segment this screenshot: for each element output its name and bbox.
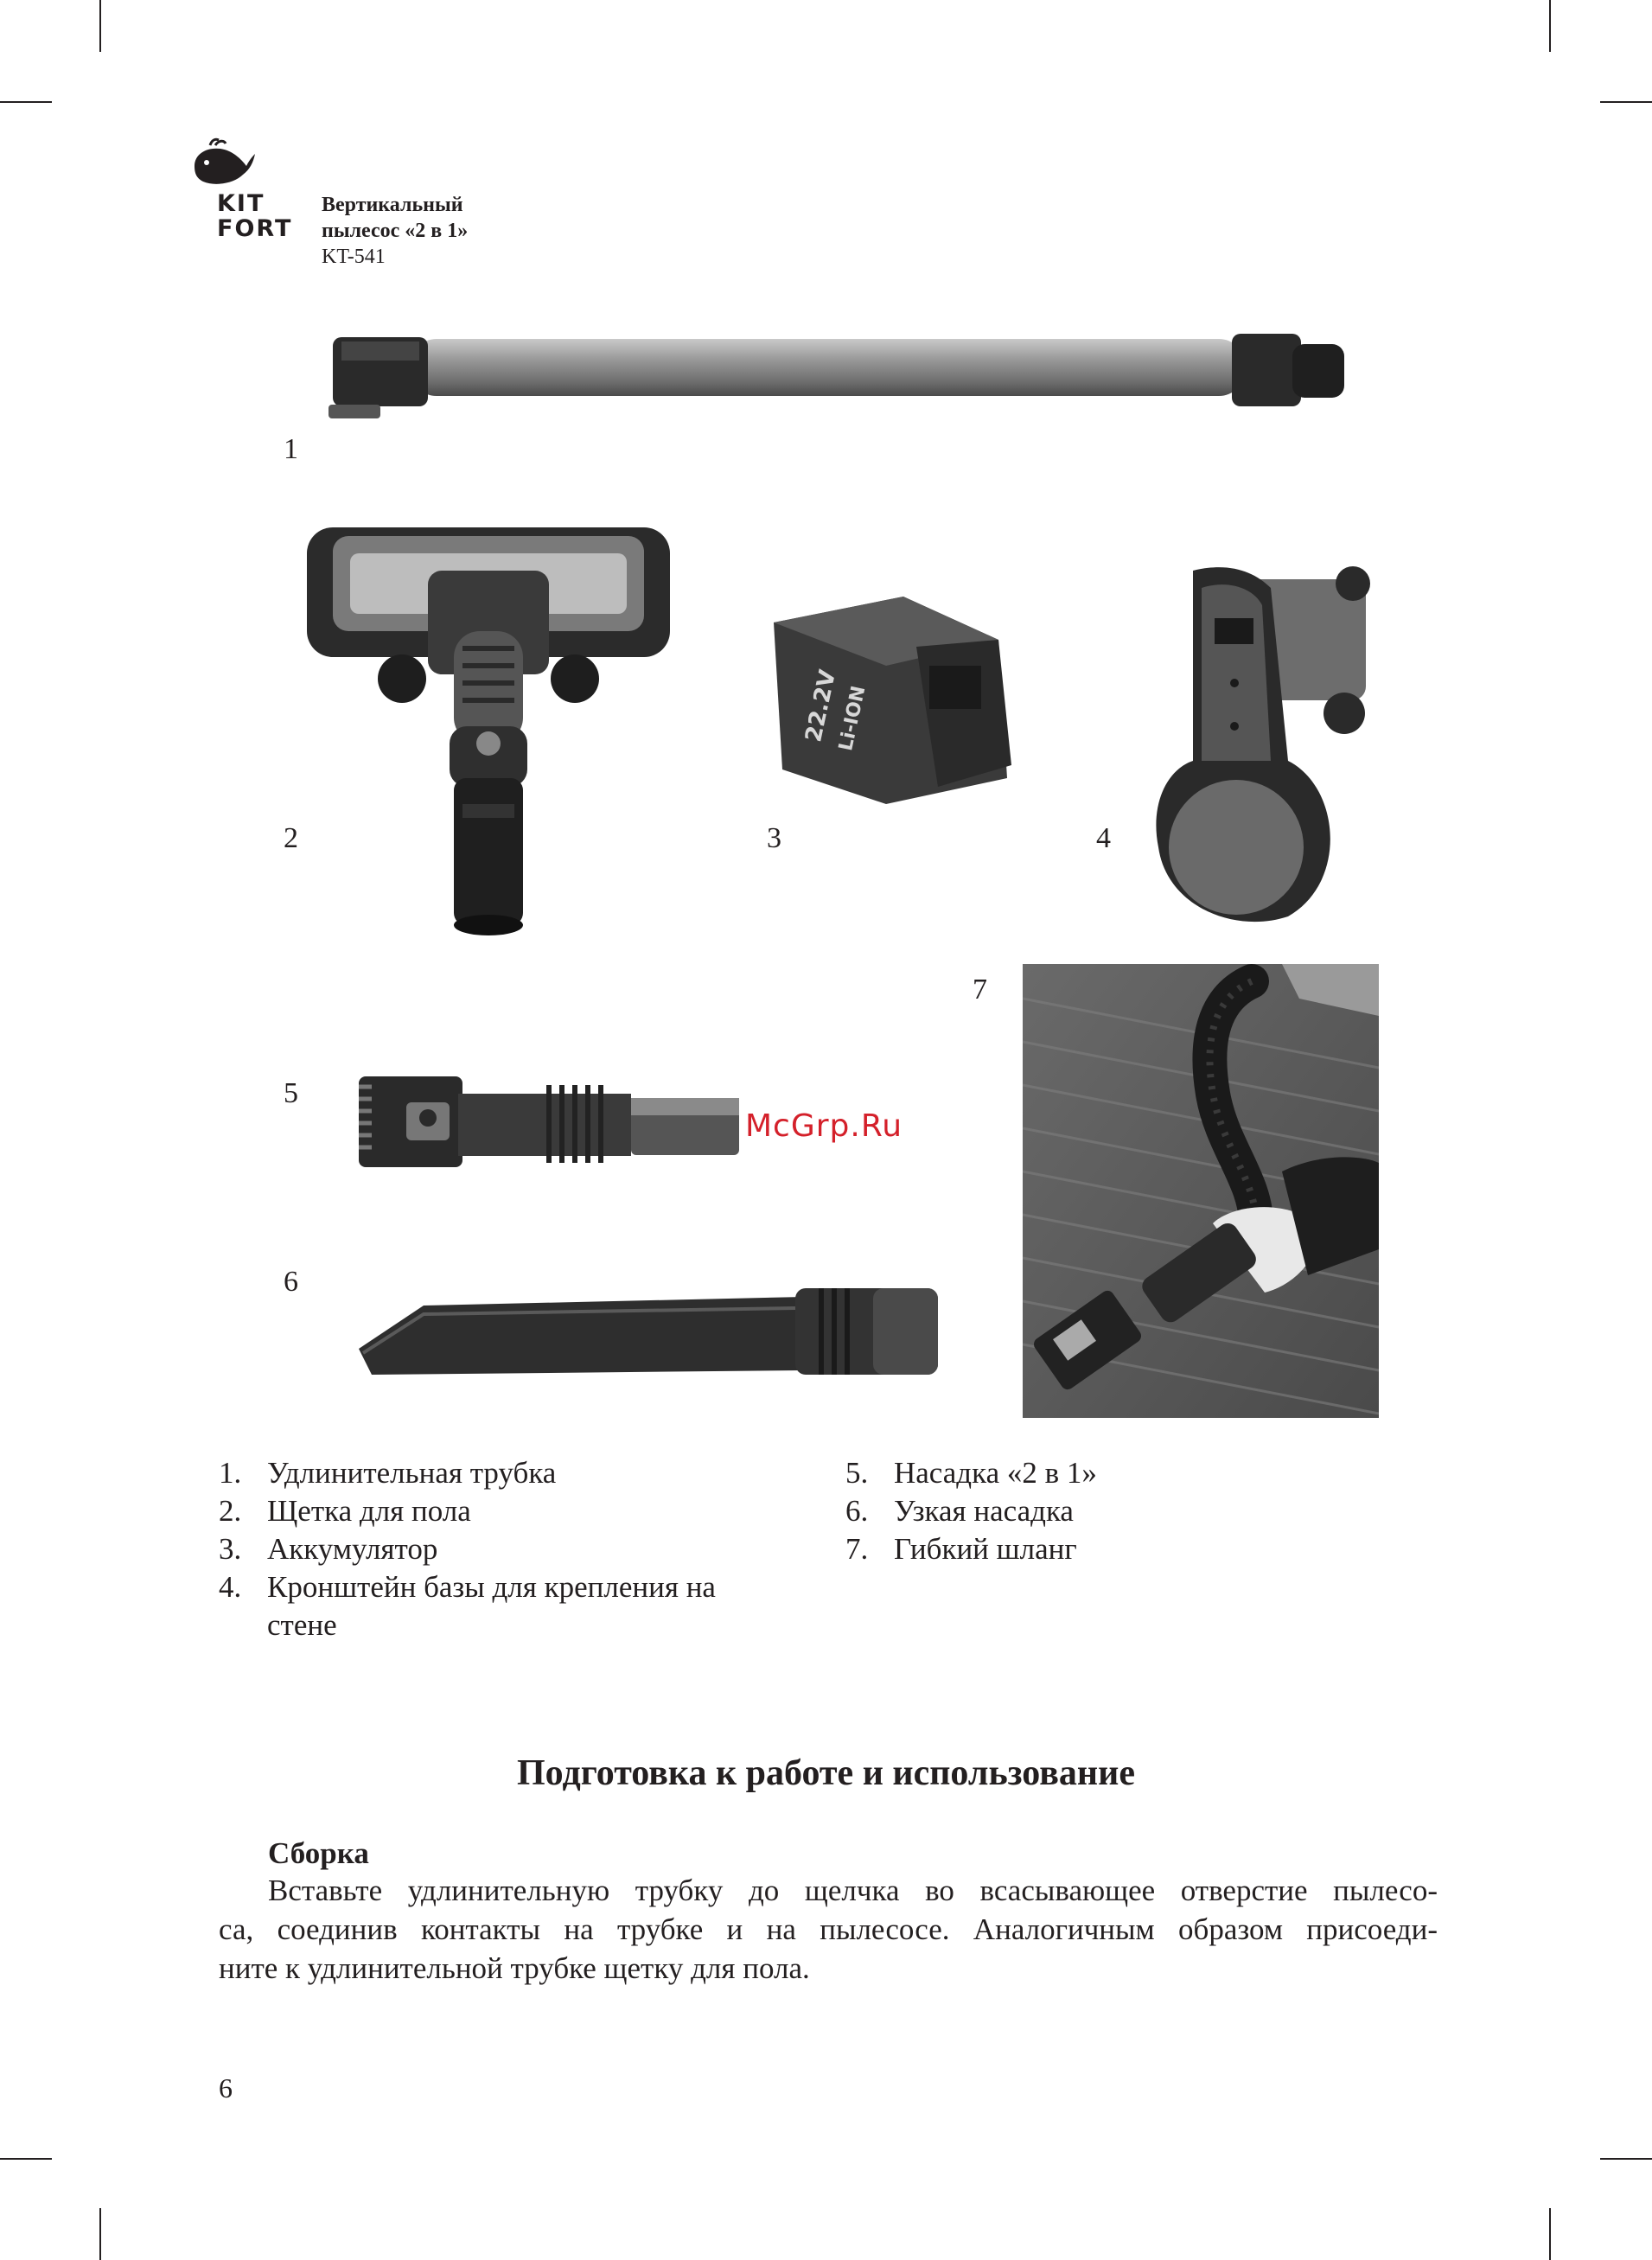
crop-mark [0, 2158, 52, 2160]
paragraph-line: Вставьте удлинительную трубку до щелчка во всасывающее отверстие пылесо- [268, 1874, 1438, 1907]
legend-item-text: Насадка «2 в 1» [894, 1456, 1097, 1490]
legend-item-number: 7. [845, 1532, 869, 1566]
figure-number-7: 7 [973, 974, 987, 1006]
brand-logo [186, 137, 298, 245]
paragraph-line: ните к удлинительной трубке щетку для пола. [219, 1951, 810, 1985]
legend-item [219, 1530, 798, 1568]
whale-icon [189, 137, 257, 188]
watermark: McGrp.Ru [745, 1108, 903, 1144]
figure-number-2: 2 [284, 822, 298, 854]
model-number: KT-541 [322, 246, 386, 268]
legend-item [845, 1454, 1278, 1492]
crop-mark [1600, 2158, 1652, 2160]
crop-mark [1600, 101, 1652, 103]
section-title: Подготовка к работе и использование [517, 1753, 1135, 1793]
photo-combo-nozzle [354, 1068, 743, 1176]
photo-crevice-nozzle [354, 1267, 942, 1379]
subsection-title: Сборка [268, 1836, 369, 1870]
crop-mark [1549, 0, 1551, 52]
legend-item-text: Аккумулятор [267, 1532, 438, 1566]
page-number: 6 [219, 2072, 233, 2104]
legend-item-text: Кронштейн базы для крепления на стене [267, 1570, 716, 1642]
crop-mark [0, 101, 52, 103]
document-title [322, 192, 468, 270]
figure-number-6: 6 [284, 1266, 298, 1298]
photo-extension-tube [324, 303, 1357, 432]
crop-mark [1549, 2208, 1551, 2260]
title-line1: Вертикальный [322, 194, 463, 216]
crop-mark [99, 0, 101, 52]
legend-item-text: Узкая насадка [894, 1494, 1074, 1528]
brand-name-line1: KIT [217, 190, 265, 217]
legend-item-number: 2. [219, 1494, 242, 1528]
legend-item-text: Щетка для пола [267, 1494, 471, 1528]
brand-name-line2: FORT [217, 215, 293, 242]
battery-voltage-label: 22.2V [800, 667, 842, 744]
legend-item [845, 1530, 1278, 1568]
legend-right [845, 1454, 1278, 1568]
battery-type-label: Li-ION [835, 684, 871, 753]
legend-item-number: 1. [219, 1456, 242, 1490]
legend-item [219, 1454, 798, 1492]
figure-number-4: 4 [1096, 822, 1111, 854]
photo-wall-bracket [1141, 553, 1383, 925]
legend-item-number: 4. [219, 1570, 242, 1604]
legend-item [219, 1492, 798, 1530]
legend-item-text: Гибкий шланг [894, 1532, 1077, 1566]
photo-flexible-hose [1023, 964, 1379, 1418]
title-line2: пылесос «2 в 1» [322, 220, 469, 242]
legend-item-number: 3. [219, 1532, 242, 1566]
legend-item [219, 1568, 798, 1644]
legend-item [845, 1492, 1278, 1530]
crop-mark [99, 2208, 101, 2260]
photo-floor-brush [298, 519, 679, 942]
figure-number-3: 3 [767, 822, 781, 854]
legend-left [219, 1454, 798, 1644]
legend-item-text: Удлинительная трубка [267, 1456, 557, 1490]
paragraph-line: са, соединив контакты на трубке и на пылесосе. Аналогичным образом присоеди- [219, 1912, 1438, 1946]
photo-battery [765, 579, 1024, 813]
figure-number-1: 1 [284, 433, 298, 465]
legend-item-number: 6. [845, 1494, 869, 1528]
assembly-paragraph [219, 1871, 1438, 1988]
figure-number-5: 5 [284, 1077, 298, 1109]
legend-item-number: 5. [845, 1456, 869, 1490]
